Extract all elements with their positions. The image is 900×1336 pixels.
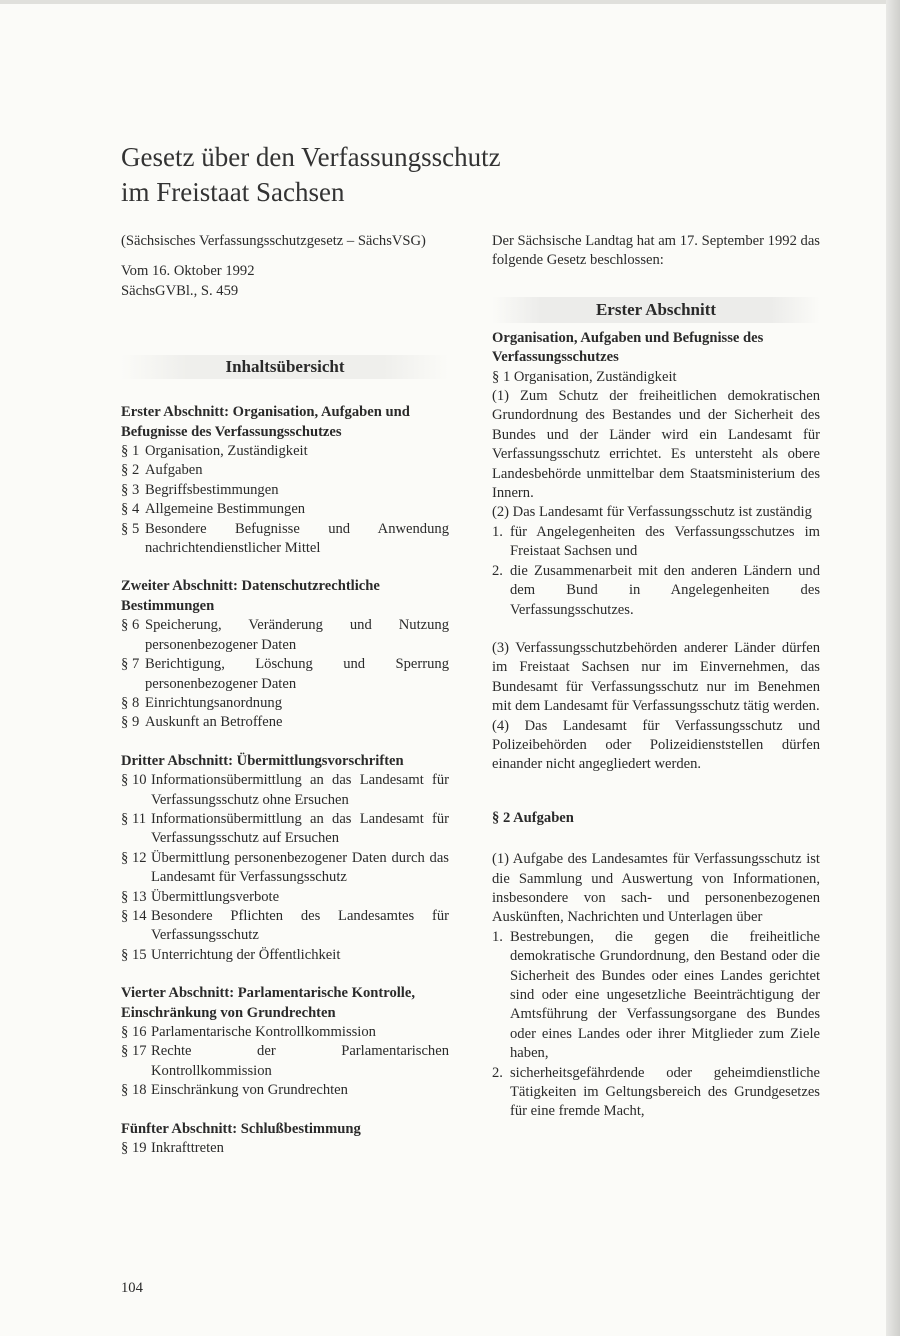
toc-entry-number: § 4 bbox=[121, 501, 140, 518]
toc-entry-number: § 15 bbox=[121, 946, 147, 963]
toc-entry-number: § 10 bbox=[121, 772, 147, 789]
toc-entry-number: § 19 bbox=[121, 1140, 147, 1157]
law-source: SächsGVBl., S. 459 bbox=[121, 282, 239, 299]
toc-entry-text: Berichtigung, Löschung und Sperrung personenbezogener Daten bbox=[145, 656, 449, 692]
list-item-number: 2. bbox=[492, 1064, 503, 1081]
toc-entry-text: Übermittlungsverbote bbox=[151, 888, 280, 905]
toc-heading: Inhaltsübersicht bbox=[121, 355, 449, 379]
toc-entry bbox=[121, 1081, 449, 1100]
toc-entry bbox=[121, 520, 449, 559]
right-column bbox=[492, 232, 820, 1122]
toc-entry-text: Einrichtungsanordnung bbox=[145, 694, 282, 711]
toc-entry-number: § 5 bbox=[121, 520, 140, 537]
toc-entry-text: Informationsübermittlung an das Landesamt für Verfassungsschutz ohne Ersuchen bbox=[151, 772, 449, 808]
law-title-line1: Gesetz über den Verfassungsschutz bbox=[121, 142, 501, 172]
preamble: Der Sächsische Landtag hat am 17. September 1992 das folgende Gesetz beschlossen: bbox=[492, 233, 820, 269]
section-heading: Erster Abschnitt bbox=[492, 297, 820, 323]
toc-entry-number: § 18 bbox=[121, 1082, 147, 1099]
toc-entry-number: § 3 bbox=[121, 481, 140, 498]
toc-entry bbox=[121, 481, 449, 500]
toc-entry bbox=[121, 1023, 449, 1042]
top-rule bbox=[0, 0, 900, 4]
toc-entry-text: Inkrafttreten bbox=[151, 1140, 224, 1157]
toc-section-heading: Zweiter Abschnitt: Datenschutzrechtliche Bestimmungen bbox=[121, 578, 380, 614]
toc-entry-text: Speicherung, Veränderung und Nutzung personenbezogener Daten bbox=[145, 617, 449, 653]
list-item-number: 1. bbox=[492, 928, 503, 945]
paragraph-2-abs-1-intro: (1) Aufgabe des Landesamtes für Verfassungsschutz ist die Sammlung und Auswertung von Informationen, insbesondere von sach- und personenbezogenen Auskünften, Nachrichten und Unterlagen über bbox=[492, 851, 820, 926]
toc-entry bbox=[121, 771, 449, 810]
toc-entry bbox=[121, 461, 449, 480]
list-item bbox=[492, 928, 820, 1064]
list-item-text: sicherheitsgefährdende oder geheimdienstliche Tätigkeiten im Geltungsbereich des Grundgesetzes für eine fremde Macht, bbox=[510, 1064, 820, 1120]
toc-entry-number: § 2 bbox=[121, 462, 140, 479]
toc-section bbox=[121, 403, 449, 558]
law-title-line2: im Freistaat Sachsen bbox=[121, 177, 345, 207]
toc-entry bbox=[121, 810, 449, 849]
toc-entry-text: Allgemeine Bestimmungen bbox=[145, 501, 306, 518]
list-item bbox=[492, 523, 820, 562]
toc-entry-text: Auskunft an Betroffene bbox=[145, 714, 283, 731]
toc-entry-number: § 8 bbox=[121, 694, 140, 711]
toc-entry bbox=[121, 713, 449, 732]
list-item bbox=[492, 562, 820, 620]
toc-entry-number: § 1 bbox=[121, 443, 140, 460]
toc-entry-text: Rechte der Parlamentarischen Kontrollkommission bbox=[151, 1043, 449, 1079]
toc-entry-number: § 14 bbox=[121, 907, 147, 924]
section-subheading: Organisation, Aufgaben und Befugnisse des Verfassungsschutzes bbox=[492, 329, 764, 366]
toc-entry-number: § 12 bbox=[121, 849, 147, 866]
toc-entry-number: § 7 bbox=[121, 656, 140, 673]
toc-entry bbox=[121, 500, 449, 519]
toc-section-heading: Vierter Abschnitt: Parlamentarische Kontrolle, Einschränkung von Grundrechten bbox=[121, 985, 415, 1021]
toc-entry-text: Informationsübermittlung an das Landesamt für Verfassungsschutz auf Ersuchen bbox=[151, 810, 449, 847]
list-item-number: 2. bbox=[492, 562, 503, 579]
paragraph-1-abs-3: (3) Verfassungsschutzbehörden anderer Länder dürfen im Freistaat Sachsen nur im Einvernehmen, das Bundesamt für Verfassungsschutz nur im Benehmen mit dem Landesamt für Verfassungsschutz tätig werden. bbox=[492, 639, 820, 715]
toc-entry-text: Besondere Befugnisse und Anwendung nachrichtendienstlicher Mittel bbox=[145, 520, 449, 557]
paragraph-2-title: § 2 Aufgaben bbox=[492, 809, 574, 826]
toc-entry-number: § 17 bbox=[121, 1043, 147, 1060]
toc-entry bbox=[121, 655, 449, 694]
toc-entry bbox=[121, 694, 449, 713]
table-of-contents bbox=[121, 403, 449, 1158]
paragraph-1-abs-4: (4) Das Landesamt für Verfassungsschutz und Polizeibehörden oder Polizeidienststellen dürfen einander nicht angegliedert werden. bbox=[492, 717, 820, 773]
paragraph-1-title: § 1 Organisation, Zuständigkeit bbox=[492, 368, 677, 385]
toc-entry-text: Unterrichtung der Öffentlichkeit bbox=[151, 946, 341, 963]
toc-entry-number: § 13 bbox=[121, 888, 147, 905]
list-item-text: Bestrebungen, die gegen die freiheitliche demokratische Grundordnung, den Bestand oder die Sicherheit des Bundes oder eines Landes gerichtet sind oder eine ungesetzliche Beeinträchtigung der Amtsführung der Verfassungsorgane des Bundes oder eines Landes oder ihrer Mitglieder zum Ziele haben, bbox=[510, 928, 820, 1062]
list-item-number: 1. bbox=[492, 523, 503, 540]
toc-entry-text: Parlamentarische Kontrollkommission bbox=[151, 1024, 376, 1040]
list-item-text: die Zusammenarbeit mit den anderen Ländern und dem Bund in Angelegenheiten des Verfassungsschutzes. bbox=[510, 562, 820, 618]
page-edge-shadow bbox=[886, 0, 900, 1336]
toc-entry bbox=[121, 616, 449, 655]
toc-entry-text: Begriffsbestimmungen bbox=[145, 481, 279, 498]
list-item bbox=[492, 1064, 820, 1122]
toc-entry-number: § 11 bbox=[121, 810, 146, 827]
law-date: Vom 16. Oktober 1992 bbox=[121, 263, 255, 280]
toc-section-heading: Fünfter Abschnitt: Schlußbestimmung bbox=[121, 1120, 361, 1137]
law-title bbox=[121, 140, 681, 210]
toc-entry bbox=[121, 907, 449, 946]
toc-entry-number: § 9 bbox=[121, 714, 140, 731]
toc-entry bbox=[121, 888, 449, 907]
page-number: 104 bbox=[121, 1280, 143, 1296]
left-column bbox=[121, 232, 449, 1177]
toc-section bbox=[121, 984, 449, 1100]
toc-entry-text: Organisation, Zuständigkeit bbox=[145, 443, 308, 460]
toc-entry-number: § 16 bbox=[121, 1024, 147, 1040]
paragraph-2-abs-1-list bbox=[492, 928, 820, 1122]
toc-entry bbox=[121, 849, 449, 888]
toc-section-heading: Dritter Abschnitt: Übermittlungsvorschriften bbox=[121, 752, 404, 769]
toc-section bbox=[121, 752, 449, 965]
toc-entry bbox=[121, 1042, 449, 1081]
list-item-text: für Angelegenheiten des Verfassungsschutzes im Freistaat Sachsen und bbox=[510, 523, 820, 560]
toc-section bbox=[121, 1120, 449, 1159]
toc-section bbox=[121, 577, 449, 732]
toc-entry bbox=[121, 442, 449, 461]
toc-entry bbox=[121, 946, 449, 965]
paragraph-1-abs-2-intro: (2) Das Landesamt für Verfassungsschutz ist zuständig bbox=[492, 504, 812, 521]
toc-entry-text: Übermittlung personenbezogener Daten durch das Landesamt für Verfassungsschutz bbox=[151, 849, 449, 886]
toc-entry bbox=[121, 1139, 449, 1158]
toc-section-heading: Erster Abschnitt: Organisation, Aufgaben und Befugnisse des Verfassungsschutzes bbox=[121, 404, 410, 440]
toc-entry-text: Besondere Pflichten des Landesamtes für Verfassungsschutz bbox=[151, 907, 449, 944]
toc-entry-number: § 6 bbox=[121, 617, 140, 634]
toc-entry-text: Einschränkung von Grundrechten bbox=[151, 1082, 348, 1099]
toc-entry-text: Aufgaben bbox=[145, 462, 203, 479]
law-subtitle: (Sächsisches Verfassungsschutzgesetz – SächsVSG) bbox=[121, 233, 426, 249]
paragraph-1-abs-1: (1) Zum Schutz der freiheitlichen demokratischen Grundordnung des Bestandes und der Sicherheit des Bundes und der Länder wird ein Landesamt für Verfassungsschutz errichtet. Es untersteht als obere Landesbehörde unmittelbar dem Staatsministerium des Innern. bbox=[492, 388, 820, 502]
paragraph-1-abs-2-list bbox=[492, 523, 820, 620]
